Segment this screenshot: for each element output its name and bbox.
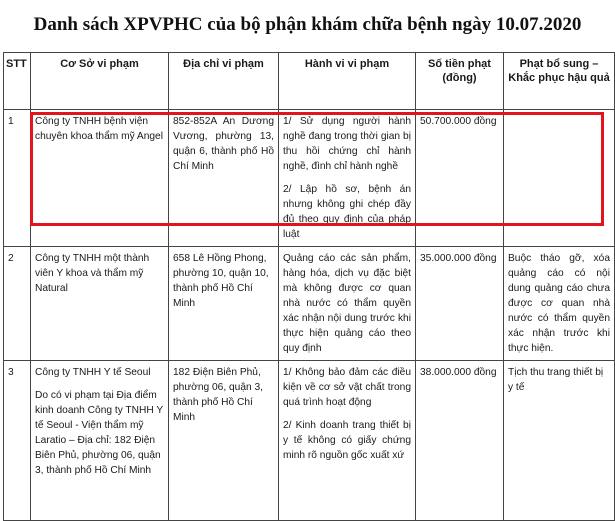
cell-additional xyxy=(504,110,615,247)
violations-table xyxy=(3,52,615,521)
violation-item: Quảng cáo các sản phẩm, hàng hóa, dịch vụ đặc biệt mà không được cơ quan nhà nước có thẩm quyền xác nhận nội dung trước khi thực hiện quảng cáo theo quy định xyxy=(283,253,411,354)
cell-address: 852-852A An Dương Vương, phường 13, quận 6, thành phố Hồ Chí Minh xyxy=(169,110,279,247)
cell-violation xyxy=(279,361,416,521)
cell-stt: 1 xyxy=(4,110,31,247)
cell-stt: 3 xyxy=(4,361,31,521)
cell-address: 658 Lê Hồng Phong, phường 10, quận 10, thành phố Hồ Chí Minh xyxy=(169,247,279,361)
header-stt: STT xyxy=(4,53,31,110)
facility-name: Công ty TNHH Y tế Seoul xyxy=(35,367,151,378)
cell-facility xyxy=(31,361,169,521)
header-address: Địa chỉ vi phạm xyxy=(169,53,279,110)
cell-facility: Công ty TNHH bệnh viện chuyên khoa thẩm mỹ Angel xyxy=(31,110,169,247)
facility-note: Do có vi phạm tại Địa điểm kinh doanh Công ty TNHH Y tế Seoul - Viện thẩm mỹ Laratio – Địa chỉ: 182 Điện Biên Phủ, phường 06, quận 3, thành phố Hồ Chí Minh xyxy=(35,390,163,476)
cell-address: 182 Điện Biên Phủ, phường 06, quận 3, thành phố Hồ Chí Minh xyxy=(169,361,279,521)
table-header-row xyxy=(4,53,615,110)
cell-stt: 2 xyxy=(4,247,31,361)
violation-item: 2/ Lập hồ sơ, bệnh án nhưng không ghi chép đầy đủ theo quy định của pháp luật xyxy=(283,184,411,240)
table-row xyxy=(4,247,615,361)
header-violation: Hành vi vi phạm xyxy=(279,53,416,110)
cell-additional: Tịch thu trang thiết bị y tế xyxy=(504,361,615,521)
header-facility: Cơ Sở vi phạm xyxy=(31,53,169,110)
cell-additional: Buộc tháo gỡ, xóa quảng cáo có nội dung quảng cáo chưa được cơ quan nhà nước có thẩm quyền xác nhận trước khi thực hiện. xyxy=(504,247,615,361)
violation-item: 2/ Kinh doanh trang thiết bị y tế không có giấy chứng minh rõ nguồn gốc xuất xứ xyxy=(283,420,411,461)
header-additional: Phạt bổ sung – Khắc phục hậu quả xyxy=(504,53,615,110)
table-row xyxy=(4,110,615,247)
page-title: Danh sách XPVPHC của bộ phận khám chữa bệnh ngày 10.07.2020 xyxy=(33,14,582,35)
cell-violation xyxy=(279,247,416,361)
header-fine: Số tiền phạt (đồng) xyxy=(416,53,504,110)
violation-item: 1/ Không bảo đảm các điều kiện về cơ sở vật chất trong quá trình hoạt động xyxy=(283,367,411,408)
table-row xyxy=(4,361,615,521)
cell-facility: Công ty TNHH một thành viên Y khoa và thẩm mỹ Natural xyxy=(31,247,169,361)
cell-fine: 35.000.000 đồng xyxy=(416,247,504,361)
cell-violation xyxy=(279,110,416,247)
violation-item: 1/ Sử dụng người hành nghề đang trong thời gian bị thu hồi chứng chỉ hành nghề, đình chỉ hành nghề xyxy=(283,116,411,172)
cell-fine: 38.000.000 đồng xyxy=(416,361,504,521)
cell-fine: 50.700.000 đồng xyxy=(416,110,504,247)
